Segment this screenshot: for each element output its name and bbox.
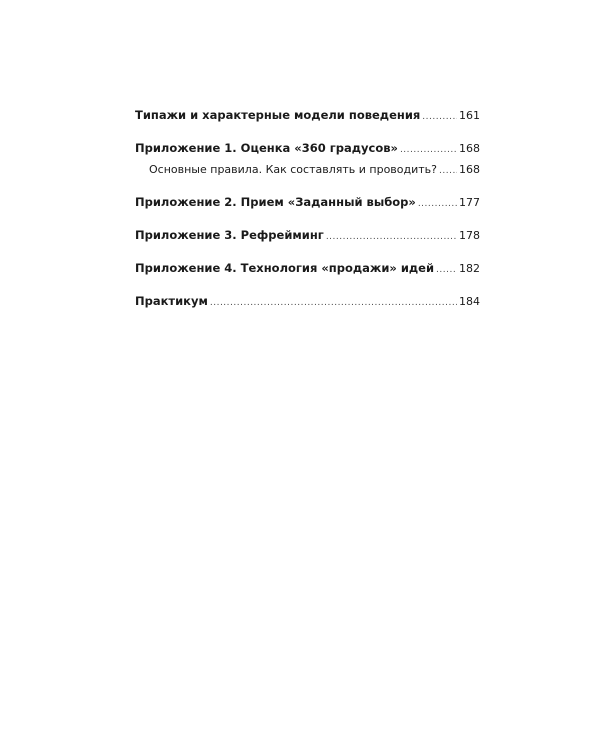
dot-leader: [418, 195, 457, 213]
dot-leader: [210, 294, 457, 312]
toc-page-number: 178: [459, 229, 480, 242]
toc-entry-appendix-4[interactable]: [135, 259, 480, 279]
toc-entry-types-behavior[interactable]: [135, 106, 480, 126]
dot-leader: [439, 162, 457, 180]
toc-entry-appendix-2[interactable]: [135, 193, 480, 213]
dot-leader: [436, 261, 457, 279]
toc-entry-title: Приложение 2. Прием «Заданный выбор»: [135, 195, 416, 209]
toc-entry-appendix-3[interactable]: [135, 226, 480, 246]
toc-subentry-basic-rules[interactable]: [135, 161, 480, 180]
toc-entry-title: Основные правила. Как составлять и проводить?: [149, 163, 437, 176]
dot-leader: [400, 141, 457, 159]
dot-leader: [326, 228, 457, 246]
toc-page-number: 177: [459, 196, 480, 209]
toc-page-number: 168: [459, 163, 480, 176]
toc-page-number: 184: [459, 295, 480, 308]
toc-entry-title: Практикум: [135, 294, 208, 308]
toc-entry-title: Типажи и характерные модели поведения: [135, 108, 421, 122]
dot-leader: [422, 108, 457, 126]
table-of-contents: [135, 106, 480, 325]
toc-entry-title: Приложение 1. Оценка «360 градусов»: [135, 141, 398, 155]
toc-entry-title: Приложение 3. Рефрейминг: [135, 228, 324, 242]
toc-page-number: 182: [459, 262, 480, 275]
toc-entry-appendix-1[interactable]: [135, 139, 480, 159]
toc-entry-title: Приложение 4. Технология «продажи» идей: [135, 261, 435, 275]
toc-entry-practicum[interactable]: [135, 292, 480, 312]
toc-page-number: 161: [459, 109, 480, 122]
toc-page-number: 168: [459, 142, 480, 155]
